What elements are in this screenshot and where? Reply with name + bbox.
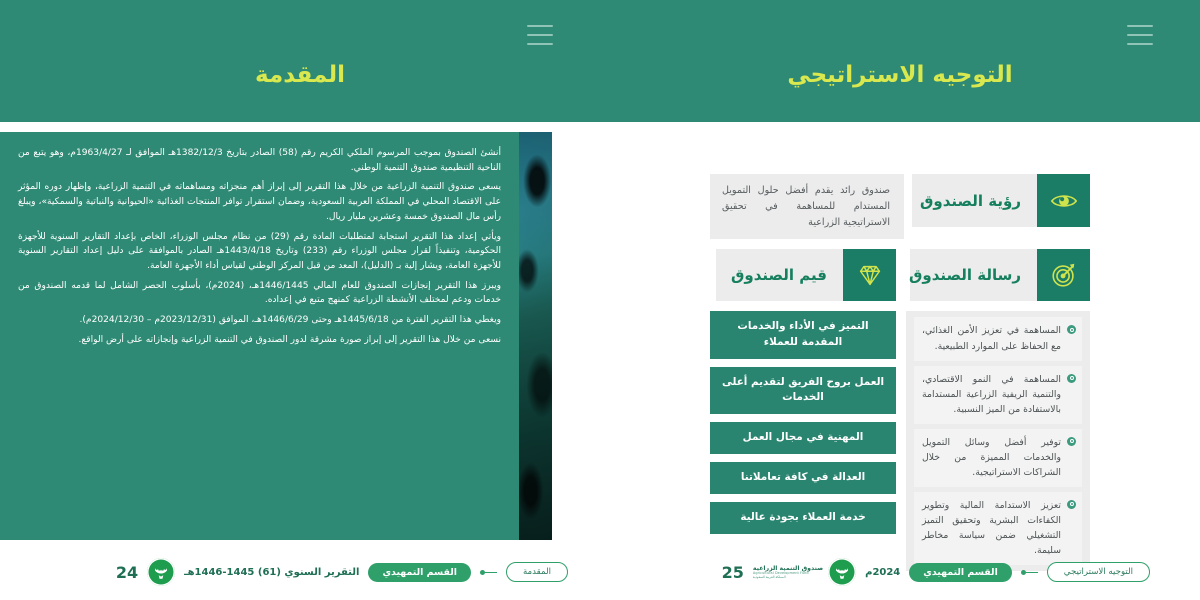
list-item: التميز في الأداء والخدمات المقدمة للعملاء — [710, 311, 896, 358]
left-page-header — [600, 0, 1200, 122]
report-year: 2024م — [865, 566, 901, 578]
vision-card-header[interactable] — [912, 174, 1090, 227]
vision-row — [710, 174, 1090, 239]
mission-values-row — [710, 249, 1090, 571]
vision-text: صندوق رائد يقدم أفضل حلول التمويل المستدام للمساهمة في تحقيق الاستراتيجية الزراعية — [710, 174, 904, 239]
adf-logo-subtitle: المملكة العربية السعودية — [752, 574, 786, 579]
values-list — [710, 311, 896, 533]
adf-logo — [147, 558, 175, 586]
mission-label: رسالة الصندوق — [908, 266, 1021, 285]
right-page-body — [0, 122, 600, 600]
breadcrumb-section[interactable]: القسم التمهيدي — [368, 563, 471, 582]
intro-paragraph: ويأتي إعداد هذا التقرير استجابة لمتطلبات المادة رقم (29) من نظام مجلس الوزراء، الخاص بإعداد التقارير السنوية للأجهزة الحكومية، وتنفيذاً لقرار مجلس الوزراء رقم (233) وتاريخ 1443/4/18هـ الصادر بالموافقة على دليل إعداد التقارير السنوية للأجهزة العامة، ويشار إلية بـ (الدليل)، المعد من قبل المركز الوطني لقياس أداء الأجهزة العامة. — [18, 231, 501, 272]
intro-paragraph: ويغطي هذا التقرير الفترة من 1445/6/18هـ وحتى 1446/6/29هـ، الموافق (2023/12/31م – 2024/12/30م). — [79, 315, 501, 326]
intro-paragraph: أنشئ الصندوق بموجب المرسوم الملكي الكريم رقم (58) الصادر بتاريخ 1382/12/3هـ الموافق لـ 1963/4/27م، وهو يتبع من الناحية التنظيمية صندوق التنمية الوطني. — [18, 148, 501, 173]
adf-logo — [753, 558, 856, 586]
bullet-dot-icon — [1067, 500, 1076, 509]
adf-logo-english: Agricultural Development Fund — [752, 570, 809, 575]
values-card-header[interactable] — [716, 249, 896, 301]
left-page-footer — [600, 540, 1200, 600]
hamburger-icon[interactable] — [1127, 25, 1153, 45]
list-item — [914, 366, 1082, 424]
list-item: العمل بروح الفريق لتقديم أعلى الخدمات — [710, 367, 896, 414]
left-page-body — [600, 122, 1200, 600]
page-number: 24 — [115, 562, 139, 582]
bullet-dot-icon — [1067, 437, 1076, 446]
breadcrumb-section[interactable]: القسم التمهيدي — [909, 563, 1012, 582]
right-page-header — [0, 0, 600, 122]
mission-bullet-list — [906, 311, 1090, 571]
strategic-cards — [710, 174, 1090, 571]
list-item — [914, 429, 1082, 487]
breadcrumb-connector — [480, 570, 497, 575]
intro-paragraph: يسعى صندوق التنمية الزراعية من خلال هذا التقرير إلى إبراز أهم منجزاته ومساهماته في التنمية الزراعية، وإظهار دوره المؤثر على الاقتصاد المحلي في المملكة العربية السعودية، وضمان استقرار توافر المنتجات الغذائية «الحيوانية والنباتية والسمكية»، ويبلغ رأس مال الصندوق خمسة وعشرين مليار ريال. — [18, 182, 501, 222]
mission-item-text: المساهمة في النمو الاقتصادي، والتنمية الريفية الزراعية المستدامة بالاستفادة من الميز النسبية. — [922, 373, 1061, 415]
introduction-panel — [0, 132, 552, 540]
page-title: التوجيه الاستراتيجي — [787, 62, 1013, 88]
vision-label: رؤية الصندوق — [920, 191, 1021, 210]
saudi-emblem-icon — [147, 558, 175, 586]
bullet-dot-icon — [1067, 325, 1076, 334]
page-title: المقدمة — [255, 62, 345, 88]
diamond-icon — [843, 249, 896, 301]
breadcrumb-connector — [1021, 570, 1038, 575]
page-number: 25 — [721, 562, 744, 582]
decorative-photo-strip — [519, 132, 552, 540]
mission-card-header[interactable] — [910, 249, 1090, 301]
hamburger-icon[interactable] — [527, 25, 553, 45]
mission-column — [906, 249, 1090, 571]
mission-item-text: تعزيز الاستدامة المالية وتطوير الكفاءات البشرية وتحقيق التميز التشغيلي ضمن سياسة مخاطر سليمة. — [922, 499, 1061, 556]
intro-paragraph: نسعى من خلال هذا التقرير إلى إبراز صورة مشرقة لدور الصندوق في التنمية الزراعية وإنجازاته على أرض الواقع. — [78, 334, 501, 345]
values-label: قيم الصندوق — [730, 266, 827, 285]
list-item: المهنية في مجال العمل — [710, 422, 896, 454]
intro-paragraph: ويبرز هذا التقرير إنجازات الصندوق للعام المالي 1446/1445هـ، (2024م)، بأسلوب الحصر الشامل لما قدمه الصندوق من خدمات ودعم لمختلف الأنشطة الزراعية كمنهج متبع في إعداده. — [18, 280, 502, 306]
adf-logo-text — [753, 565, 823, 580]
mission-item-text: المساهمة في تعزيز الأمن الغذائي، مع الحفاظ على الموارد الطبيعية. — [922, 325, 1061, 352]
bullet-dot-icon — [1067, 374, 1076, 383]
footer-content — [116, 558, 568, 586]
list-item: خدمة العملاء بجودة عالية — [710, 502, 896, 534]
target-arrow-icon — [1037, 249, 1090, 301]
eye-icon — [1037, 174, 1090, 227]
page-strategic-direction — [600, 0, 1200, 600]
breadcrumb-subsection[interactable]: التوجيه الاستراتيجي — [1047, 562, 1150, 582]
list-item: العدالة في كافة تعاملاتنا — [710, 462, 896, 494]
mission-item-text: توفير أفضل وسائل التمويل والخدمات المميزة من خلال الشراكات الاستراتيجية. — [922, 436, 1061, 478]
report-title: التقرير السنوي (61) 1445-1446هـ — [184, 566, 360, 578]
introduction-text — [0, 132, 519, 540]
list-item — [914, 317, 1082, 360]
values-column — [710, 249, 896, 571]
right-page-footer — [0, 540, 600, 600]
footer-content — [722, 558, 1150, 586]
breadcrumb-subsection[interactable]: المقدمة — [506, 562, 568, 582]
adf-logo-arabic: صندوق التنمية الزراعية — [752, 564, 824, 572]
saudi-emblem-icon — [828, 558, 856, 586]
